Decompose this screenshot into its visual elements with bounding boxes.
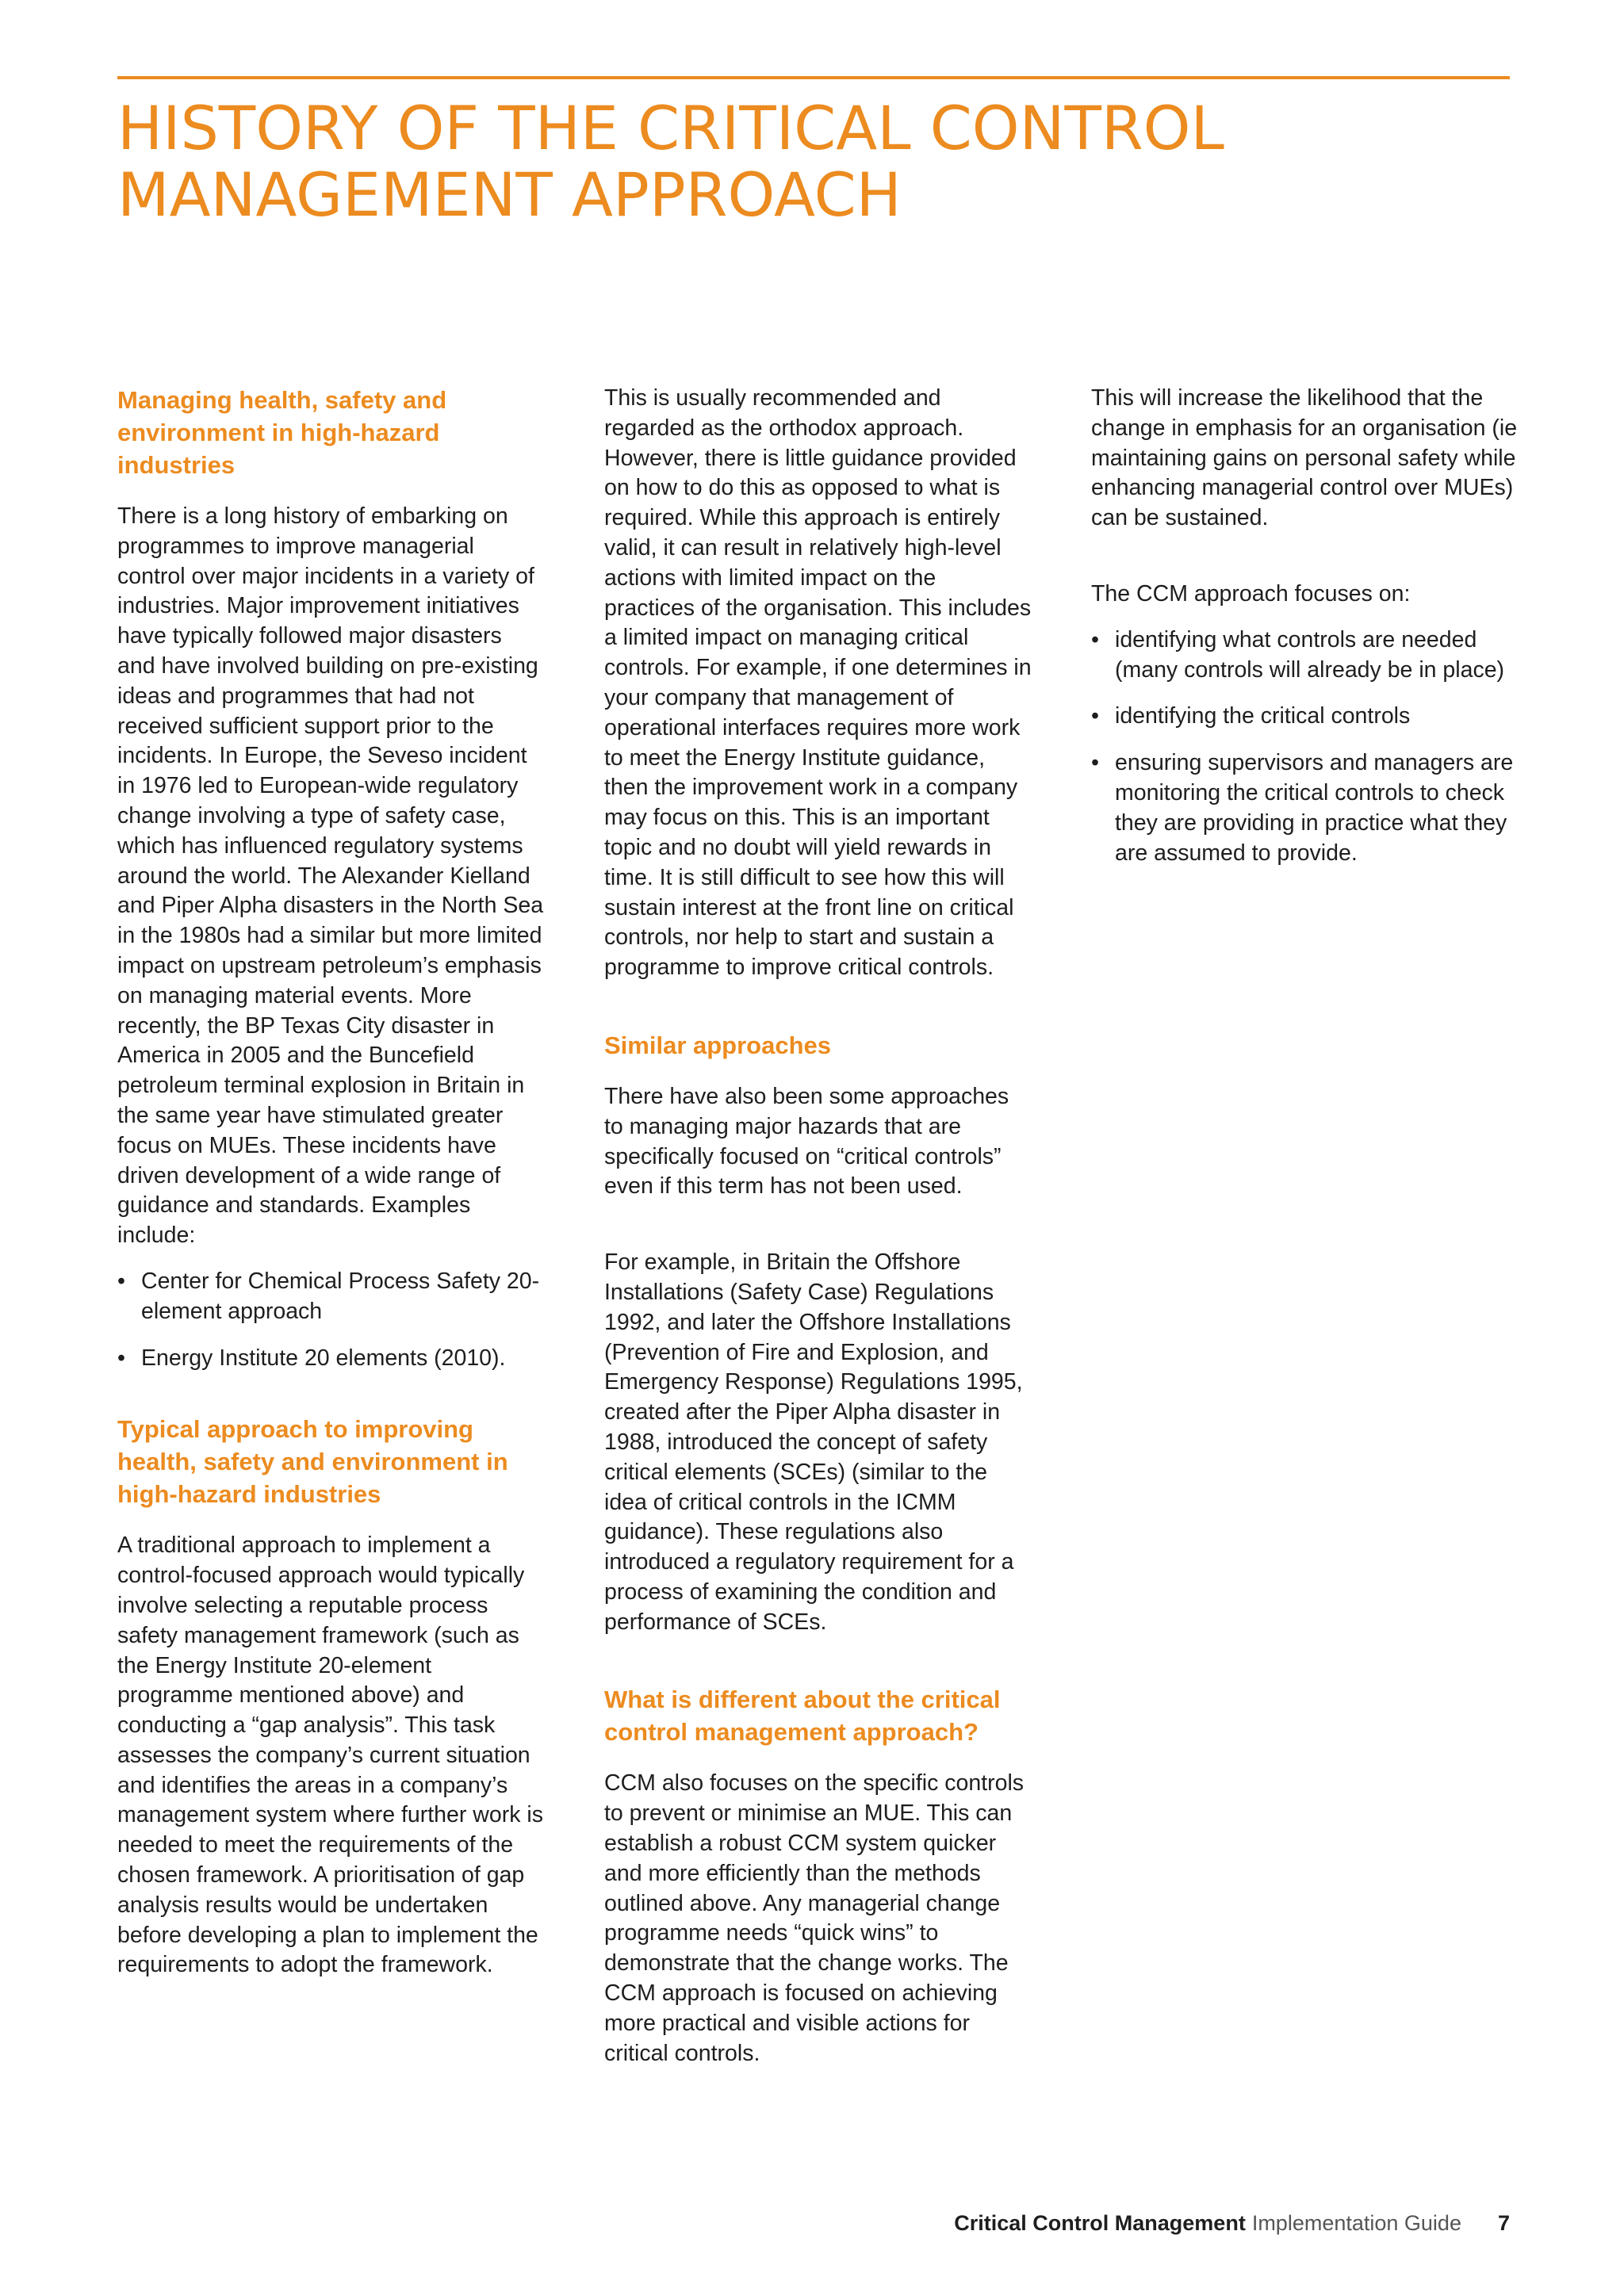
examples-list xyxy=(117,1267,546,1373)
section-heading-what-is-different: What is different about the critical control management approach? xyxy=(604,1686,1001,1747)
page-title-line-2: MANAGEMENT APPROACH xyxy=(117,159,902,230)
page-footer xyxy=(954,2210,1510,2237)
bullet-icon: • xyxy=(117,1345,125,1371)
paragraph-offshore-regulations: For example, in Britain the Offshore Installations (Safety Case) Regulations 1992, and later the Offshore Installations (Prevention of Fire and Explosion, and Emergency Response) Regulations 1995, created after the Piper Alpha disaster in 1988, introduced the concept of safety critical elements (SCEs) (similar to the idea of critical controls in the ICMM guidance). These regulations also introduced a regulatory requirement for a process of examining the condition and performance of SCEs. xyxy=(604,1249,1023,1635)
footer-doc-title: Critical Control Management xyxy=(954,2211,1246,2235)
section-heading-similar-approaches: Similar approaches xyxy=(604,1031,832,1059)
column-1 xyxy=(117,384,546,2026)
section-heading-typical-approach: Typical approach to improving health, safety and environment in high-hazard industries xyxy=(117,1415,508,1509)
paragraph-ccm-focuses-on: The CCM approach focuses on: xyxy=(1091,580,1411,607)
section-heading-managing-hse: Managing health, safety and environment in high-hazard industries xyxy=(117,386,447,479)
page-title-line-1: HISTORY OF THE CRITICAL CONTROL xyxy=(117,93,1224,163)
column-3 xyxy=(1091,384,1519,908)
column-2 xyxy=(604,384,1032,2114)
paragraph-traditional-approach: A traditional approach to implement a control-focused approach would typically involve selecting a reputable process safety management framework (such as the Energy Institute 20-element programme mentioned above) and conducting a “gap analysis”. This task assesses the company’s current situation and identifies the areas in a company’s management system where further work is needed to meet the requirements of the chosen framework. A prioritisation of gap analysis results would be undertaken before developing a plan to implement the requirements to adopt the framework. xyxy=(117,1533,543,1978)
list-item xyxy=(1091,626,1519,686)
paragraph-orthodox-approach: This is usually recommended and regarded as the orthodox approach. However, there is little guidance provided on how to do this as opposed to what is required. While this approach is entirely valid, it can result in relatively high-level actions with limited impact on the practices of the organisation. This includes a limited impact on managing critical controls. For example, if one determines in your company that management of operational interfaces requires more work to meet the Energy Institute guidance, then the improvement work in a company may focus on this. This is an important topic and no doubt will yield rewards in time. It is still difficult to see how this will sustain interest at the front line on critical controls, nor help to start and sustain a programme to improve critical controls. xyxy=(604,385,1032,981)
ccm-focus-list xyxy=(1091,626,1519,869)
list-item-text: Center for Chemical Process Safety 20-element approach xyxy=(141,1268,540,1324)
list-item xyxy=(117,1344,546,1374)
paragraph-history: There is a long history of embarking on programmes to improve managerial control over major incidents in a variety of industries. Major improvement initiatives have typically followed major disasters and have involved building on pre-existing ideas and programmes that had not received sufficient support prior to the incidents. In Europe, the Seveso incident in 1976 led to European-wide regulatory change involving a type of safety case, which has influenced regulatory systems around the world. The Alexander Kielland and Piper Alpha disasters in the North Sea in the 1980s had a similar but more limited impact on upstream petroleum’s emphasis on managing material events. More recently, the BP Texas City disaster in America in 2005 and the Buncefield petroleum terminal explosion in Britain in the same year have stimulated greater focus on MUEs. These incidents have driven development of a wide range of guidance and standards. Examples include: xyxy=(117,503,544,1249)
paragraph-ccm-focus: CCM also focuses on the specific controls to prevent or minimise an MUE. This can establish a robust CCM system quicker and more efficiently than the methods outlined above. Any managerial change programme needs “quick wins” to demonstrate that the change works. The CCM approach is focused on achieving more practical and visible actions for critical controls. xyxy=(604,1770,1025,2066)
list-item xyxy=(1091,702,1519,732)
paragraph-likelihood: This will increase the likelihood that the change in emphasis for an organisation (ie maintaining gains on personal safety while enhancing managerial control over MUEs) can be sustained. xyxy=(1091,385,1518,531)
bullet-icon: • xyxy=(1091,703,1099,729)
paragraph-critical-controls: There have also been some approaches to managing major hazards that are specifically focused on “critical controls” even if this term has not been used. xyxy=(604,1083,1009,1200)
page-title xyxy=(117,95,1465,228)
list-item-text: identifying what controls are needed (many controls will already be in place) xyxy=(1115,626,1505,683)
bullet-icon: • xyxy=(117,1268,125,1294)
bullet-icon: • xyxy=(1091,626,1099,652)
list-item-text: ensuring supervisors and managers are monitoring the critical controls to check they are providing in practice what they are assumed to provide. xyxy=(1115,750,1514,866)
footer-doc-subtitle: Implementation Guide xyxy=(1251,2211,1461,2235)
page-number: 7 xyxy=(1497,2211,1510,2235)
list-item xyxy=(117,1267,546,1327)
bullet-icon: • xyxy=(1091,750,1099,776)
list-item xyxy=(1091,748,1519,868)
top-rule xyxy=(117,76,1510,79)
list-item-text: Energy Institute 20 elements (2010). xyxy=(141,1345,506,1371)
list-item-text: identifying the critical controls xyxy=(1115,703,1411,729)
